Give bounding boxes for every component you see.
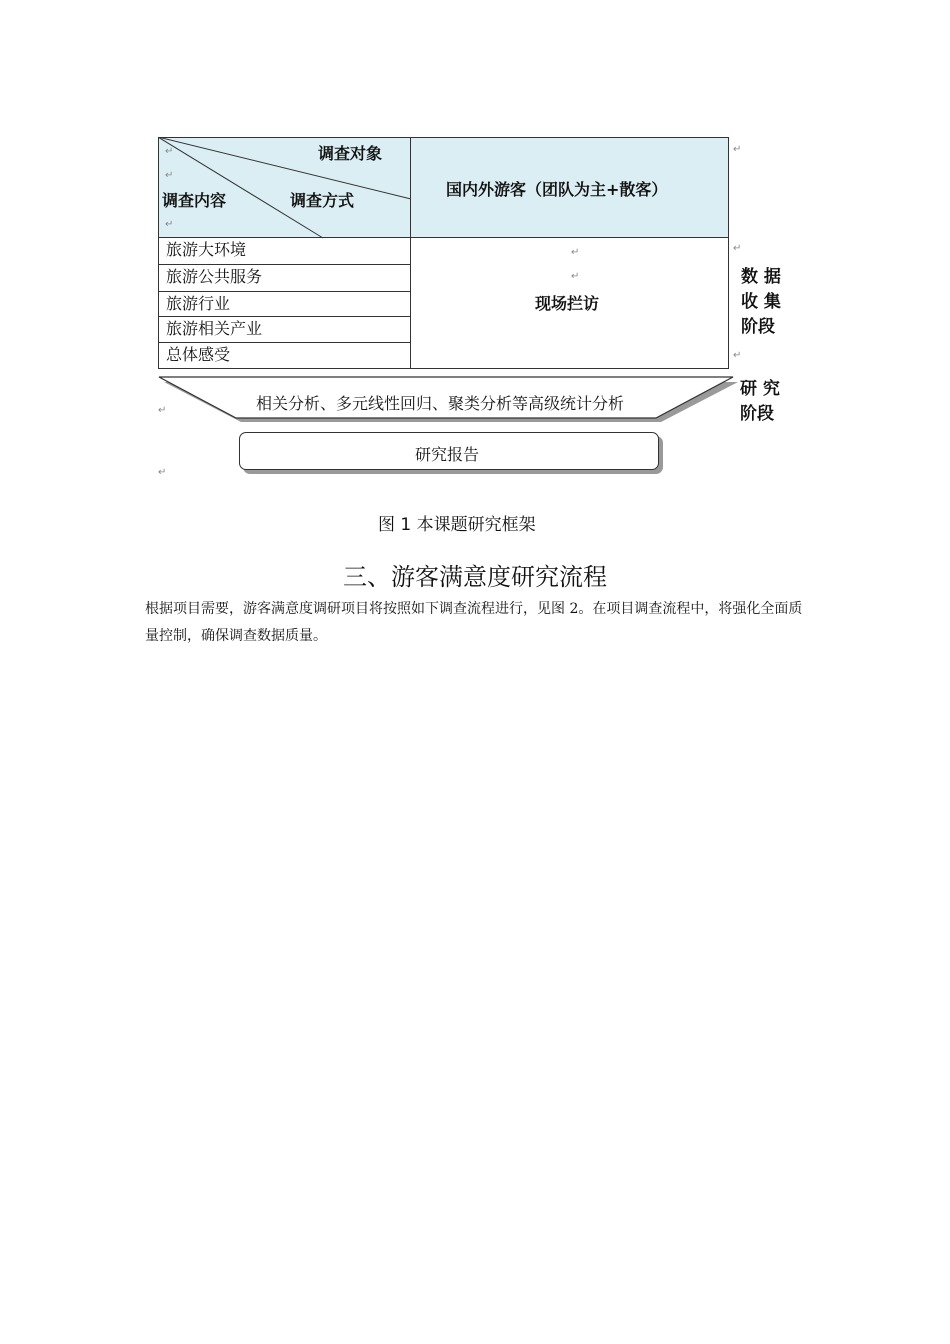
table-row: 旅游公共服务 <box>158 265 411 292</box>
paragraph-mark: ↵ <box>571 247 580 258</box>
report-label: 研究报告 <box>415 445 480 464</box>
paragraph-mark: ↵ <box>571 271 580 282</box>
paragraph-mark: ↵ <box>733 243 742 254</box>
paragraph-mark: ↵ <box>165 170 174 181</box>
paragraph-mark: ↵ <box>733 144 742 155</box>
body-paragraph: 根据项目需要，游客满意度调研项目将按照如下调查流程进行，见图 2。在项目调查流程中，将强化全面质量控制，确保调查数据质量。 <box>145 601 803 644</box>
paragraph-mark: ↵ <box>733 350 742 361</box>
stage-label-line: 研 究 <box>740 379 780 399</box>
stage-label-data-collection <box>741 265 781 340</box>
paragraph-mark: ↵ <box>158 405 167 416</box>
header-target: 国内外游客（团队为主+散客） <box>446 180 668 199</box>
table-row: 旅游相关产业 <box>158 317 411 343</box>
analysis-label: 相关分析、多元线性回归、聚类分析等高级统计分析 <box>256 394 625 413</box>
table-row: 旅游行业 <box>158 292 411 317</box>
paragraph-mark: ↵ <box>165 146 174 157</box>
table-row: 旅游大环境 <box>158 238 411 265</box>
table-row: 总体感受 <box>158 343 411 369</box>
header-object-label: 调查对象 <box>318 144 383 163</box>
stage-label-line: 数 据 <box>741 267 781 287</box>
header-method-label: 调查方式 <box>290 191 355 210</box>
figure-caption: 图 1 本课题研究框架 <box>378 515 536 535</box>
stage-label-line: 阶段 <box>740 404 774 424</box>
method-cell: 现场拦访 <box>535 294 600 313</box>
stage-label-line: 收 集 <box>741 292 781 312</box>
paragraph-mark: ↵ <box>165 219 174 230</box>
paragraph-mark: ↵ <box>158 467 167 478</box>
stage-label-research <box>740 377 780 427</box>
header-content-label: 调查内容 <box>162 191 227 210</box>
stage-label-line: 阶段 <box>741 317 775 337</box>
section-heading: 三、游客满意度研究流程 <box>343 563 607 591</box>
